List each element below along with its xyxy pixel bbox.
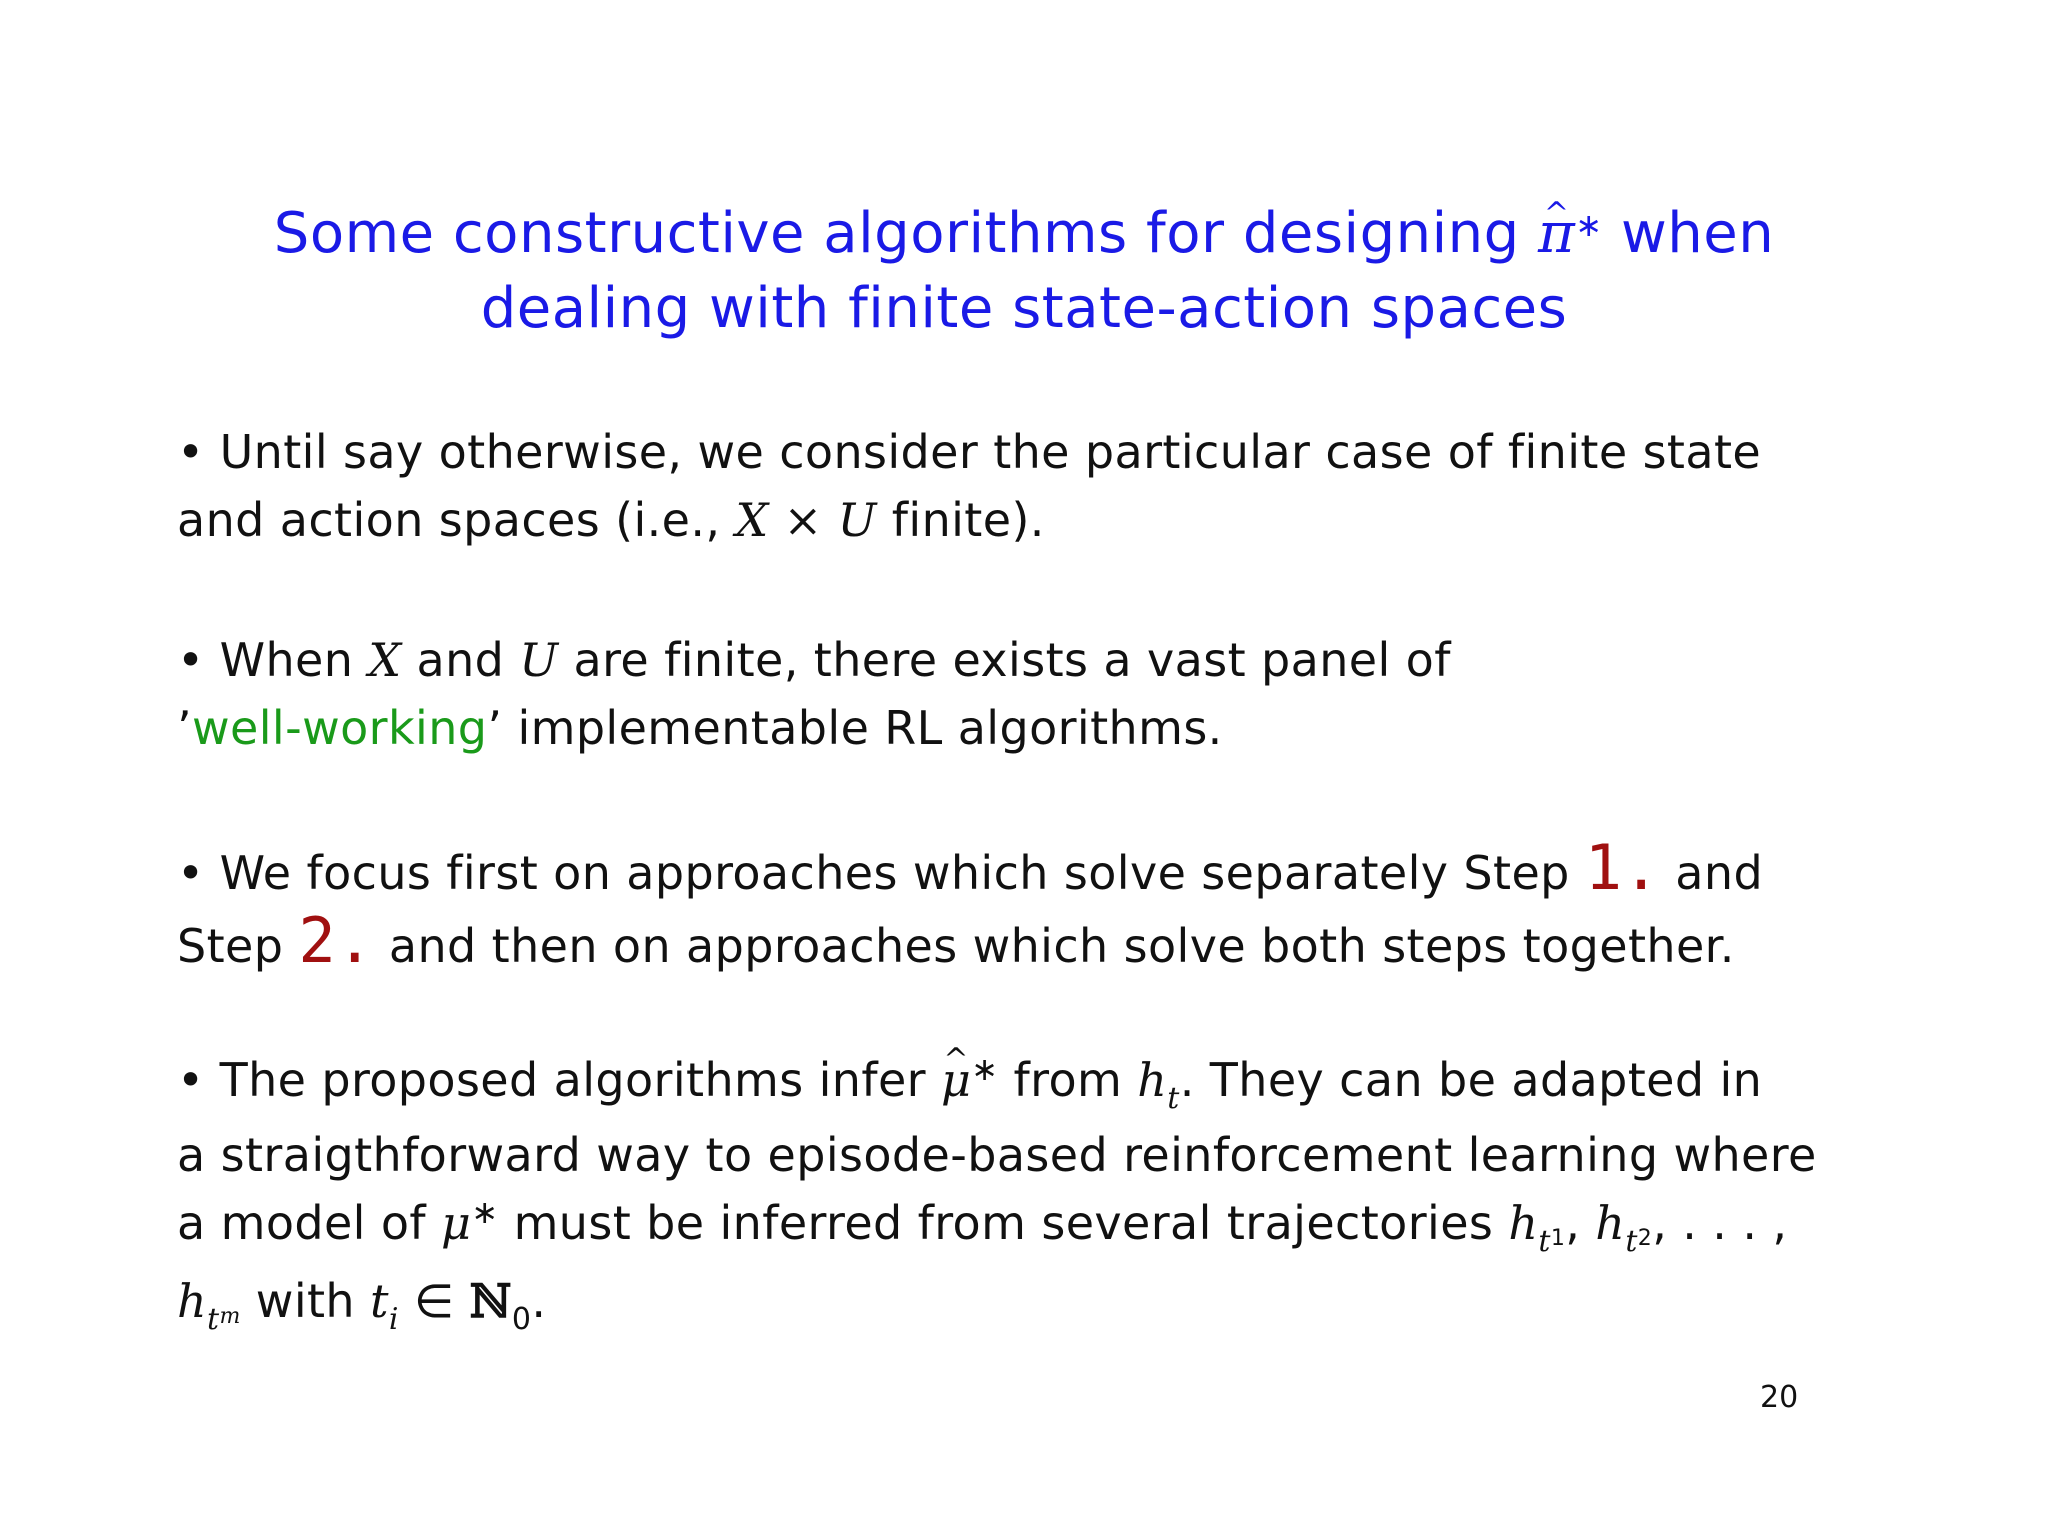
page-number: 20 [1760,1380,1799,1415]
bullet-1: • Until say otherwise, we consider the particular case of finite state and action spaces (i.e., X × U finite). [177,425,1762,547]
bullet-2: • When X and U are finite, there exists a vast panel of ’well-working’ implementable RL algorithms. [177,633,1451,755]
bullet-dot: • [177,1053,205,1107]
bullet-dot: • [177,425,205,479]
highlight-well-working: well-working [192,701,488,755]
math-x-times-u: X × U [735,493,877,547]
naturals-symbol: ℕ [469,1274,512,1328]
bullet-dot: • [177,846,205,900]
step-1-number: 1. [1584,831,1661,904]
bullet-4: • The proposed algorithms infer ^ μ∗ from $h_t$. They can be adapted in a straigthforward way to episode-based reinforcement learning where a model of μ∗ must be inferred from several trajectories $h_t1$, $h_t2$, . . . , $h_tm$ with $t_i$ ∈ ℕ$_0$. [177,1046,1897,1345]
step-2-number: 2. [298,904,374,977]
mu-hat-symbol: ^ μ [941,1046,971,1114]
bullet-3: • We focus first on approaches which solve separately Step 1. and Step 2. and then on approaches which solve both steps together. [177,831,1764,977]
pi-hat-symbol: ^ π [1538,200,1575,268]
title-line-1: Some constructive algorithms for designing ^ π∗ when [0,200,2048,275]
slide-title [0,200,2048,343]
title-line-2: dealing with finite state-action spaces [480,276,1568,341]
bullet-dot: • [177,633,205,687]
